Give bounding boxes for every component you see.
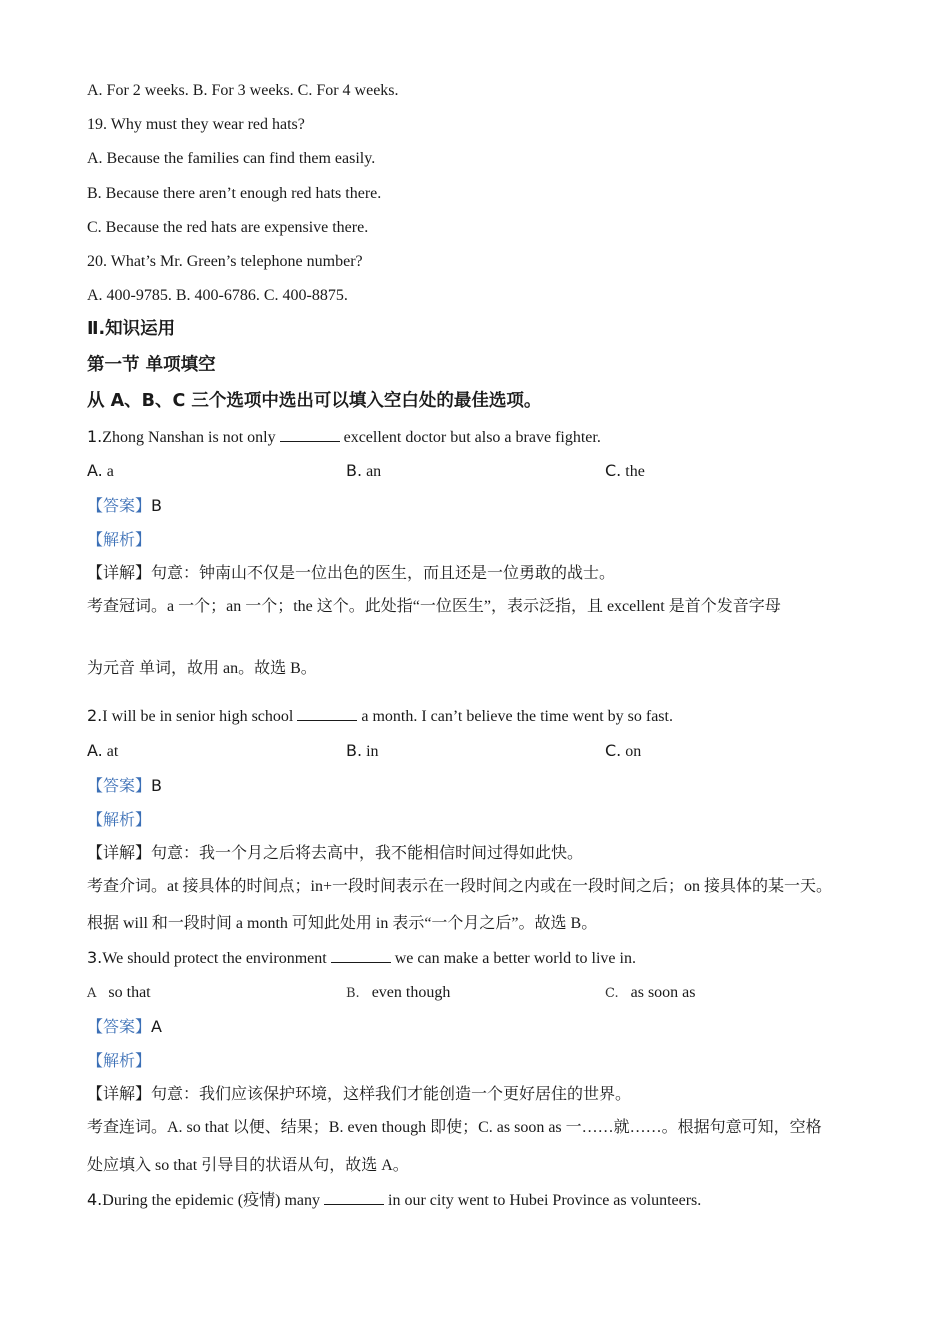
question-3-stem	[87, 948, 636, 969]
option-text: even though	[371, 984, 451, 1001]
answer-blank	[297, 706, 357, 721]
question-2-explanation-2: 根据 will 和一段时间 a month 可知此处用 in 表示“一个月之后”。故选 B。	[87, 915, 598, 932]
option-letter: A.	[87, 461, 103, 480]
question-1-explanation-2: 为元音 单词，故用 an。故选 B。	[87, 660, 317, 677]
answer-label: 【答案】	[87, 1017, 152, 1036]
answer-blank	[280, 427, 340, 442]
question-number: 3.	[87, 948, 103, 967]
option-text: in	[366, 743, 379, 760]
question-3-option-a	[87, 983, 151, 1004]
question-2-detail: 【详解】句意：我一个月之后将去高中，我不能相信时间过得如此快。	[87, 845, 584, 862]
question-1-detail: 【详解】句意：钟南山不仅是一位出色的医生，而且还是一位勇敢的战士。	[87, 565, 616, 582]
question-1-analysis-label: 【解析】	[87, 530, 152, 549]
option-letter: B.	[346, 986, 360, 1001]
stem-after: a month. I can’t believe the time went by so fast.	[361, 708, 673, 725]
option-letter: B.	[346, 741, 363, 760]
q19-option-b: B. Because there aren’t enough red hats there.	[87, 185, 382, 202]
question-2-option-c	[605, 741, 641, 762]
option-letter: C.	[605, 986, 619, 1001]
question-3-explanation-2: 处应填入 so that 引导目的状语从句，故选 A。	[87, 1157, 409, 1174]
question-2-stem	[87, 706, 673, 727]
option-letter: A.	[87, 741, 103, 760]
question-3-answer	[87, 1017, 162, 1038]
question-3-analysis-label: 【解析】	[87, 1051, 152, 1070]
answer-blank	[324, 1190, 384, 1205]
section-instruction: 从 A、B、C 三个选项中选出可以填入空白处的最佳选项。	[87, 391, 542, 411]
stem-after: in our city went to Hubei Province as volunteers.	[388, 1192, 702, 1209]
question-2-answer	[87, 776, 162, 797]
question-2-explanation-1: 考查介词。at 接具体的时间点；in+一段时间表示在一段时间之内或在一段时间之后；on 接具体的某一天。	[87, 878, 833, 895]
stem-after: we can make a better world to live in.	[394, 950, 636, 967]
question-number: 1.	[87, 427, 103, 446]
option-text: so that	[108, 984, 151, 1001]
question-number: 4.	[87, 1190, 103, 1209]
question-3-explanation-1: 考查连词。A. so that 以便、结果；B. even though 即使；C. as soon as 一……就……。根据句意可知，空格	[87, 1119, 822, 1136]
question-2-option-a	[87, 741, 118, 762]
answer-value: B	[151, 776, 162, 795]
option-letter: C.	[605, 461, 622, 480]
answer-value: B	[151, 496, 162, 515]
stem-after: excellent doctor but also a brave fighter.	[343, 429, 601, 446]
option-letter: B.	[346, 461, 363, 480]
option-letter: A	[87, 986, 97, 1001]
question-1-option-b	[346, 461, 381, 482]
question-1-stem	[87, 427, 601, 448]
question-4-stem	[87, 1190, 701, 1211]
question-3-detail: 【详解】句意：我们应该保护环境，这样我们才能创造一个更好居住的世界。	[87, 1086, 632, 1103]
option-text: as soon as	[630, 984, 696, 1001]
subsection-title: 第一节 单项填空	[87, 355, 216, 375]
q18-options: A. For 2 weeks. B. For 3 weeks. C. For 4 weeks.	[87, 82, 399, 99]
question-1-answer	[87, 496, 162, 517]
answer-value: A	[151, 1017, 162, 1036]
question-2-analysis-label: 【解析】	[87, 810, 152, 829]
option-text: at	[106, 743, 119, 760]
option-text: the	[625, 463, 645, 480]
q19-stem: 19. Why must they wear red hats?	[87, 116, 305, 133]
stem-before: Zhong Nanshan is not only	[102, 429, 276, 446]
q19-option-c: C. Because the red hats are expensive there.	[87, 219, 369, 236]
question-3-option-c	[605, 983, 696, 1004]
option-text: a	[106, 463, 114, 480]
question-2-option-b	[346, 741, 379, 762]
question-1-option-c	[605, 461, 645, 482]
q20-options: A. 400-9785. B. 400-6786. C. 400-8875.	[87, 287, 348, 304]
answer-label: 【答案】	[87, 776, 152, 795]
question-1-option-a	[87, 461, 114, 482]
stem-before: During the epidemic (疫情) many	[102, 1192, 320, 1209]
option-text: on	[625, 743, 642, 760]
option-text: an	[366, 463, 382, 480]
q20-stem: 20. What’s Mr. Green’s telephone number?	[87, 253, 363, 270]
stem-before: I will be in senior high school	[102, 708, 294, 725]
answer-blank	[331, 948, 391, 963]
stem-before: We should protect the environment	[102, 950, 327, 967]
q19-option-a: A. Because the families can find them easily.	[87, 150, 376, 167]
part-title: Ⅱ.知识运用	[87, 319, 176, 339]
option-letter: C.	[605, 741, 622, 760]
question-3-option-b	[346, 983, 450, 1004]
answer-label: 【答案】	[87, 496, 152, 515]
question-1-explanation-1: 考查冠词。a 一个；an 一个；the 这个。此处指“一位医生”，表示泛指，且 excellent 是首个发音字母	[87, 598, 781, 615]
question-number: 2.	[87, 706, 103, 725]
